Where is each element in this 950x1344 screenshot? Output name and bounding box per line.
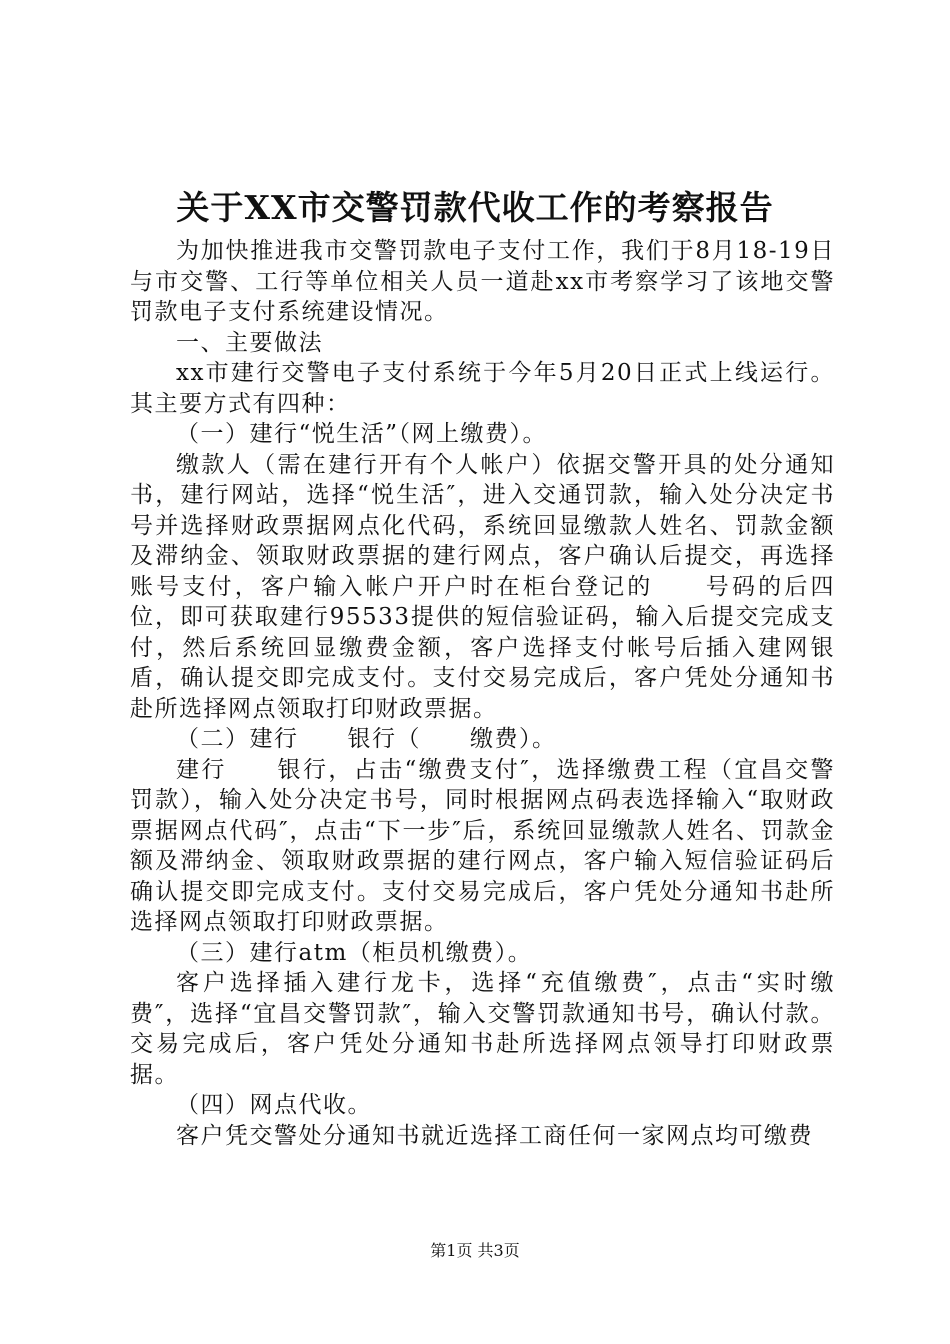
paragraph-intro: 为加快推进我市交警罚款电子支付工作，我们于8月18-19日与市交警、工行等单位相关人员一道赴xx市考察学习了该地交警罚款电子支付系统建设情况。	[130, 238, 835, 325]
subsection-heading-1: （一）建行“悦生活”（网上缴费）。	[176, 421, 548, 447]
document-title: 关于XX市交警罚款代收工作的考察报告	[176, 188, 774, 227]
paragraph-overview: xx市建行交警电子支付系统于今年5月20日正式上线运行。其主要方式有四种：	[130, 360, 835, 417]
subsection-heading-3: （三）建行atm（柜员机缴费）。	[176, 939, 533, 966]
subsection-heading-4: （四）网点代收。	[176, 1092, 372, 1118]
section-heading-main-practices: 一、主要做法	[176, 329, 323, 356]
paragraph-method-2: 建行 银行，占击“缴费支付″，选择缴费工程（宜昌交警罚款），输入处分决定书号，同时根据网点码表选择输入“取财政票据网点代码″，点击“下一步″后，系统回显缴款人姓名、罚款金额及滞纳金、领取财政票据的建行网点，客户输入短信验证码后确认提交即完成支付。支付交易完成后，客户凭处分通知书赴所选择网点领取打印财政票据。	[130, 756, 835, 935]
paragraph-method-4: 客户凭交警处分通知书就近选择工商任何一家网点均可缴费	[176, 1122, 813, 1149]
paragraph-method-3: 客户选择插入建行龙卡，选择“充值缴费″，点击“实时缴费″，选择“宜昌交警罚款″，输入交警罚款通知书号，确认付款。交易完成后，客户凭处分通知书赴所选择网点领导打印财政票据。	[130, 970, 835, 1088]
subsection-heading-2: （二）建行 银行（ 缴费）。	[176, 726, 557, 752]
document-body	[130, 236, 835, 1151]
paragraph-method-1: 缴款人（需在建行开有个人帐户）依据交警开具的处分通知书，建行网站，选择“悦生活″，进入交通罚款，输入处分决定书号并选择财政票据网点化代码，系统回显缴款人姓名、罚款金额及滞纳金、领取财政票据的建行网点，客户确认后提交，再选择账号支付，客户输入帐户开户时在柜台登记的 号码的后四位，即可获取建行95533提供的短信验证码，输入后提交完成支付，然后系统回显缴费金额，客户选择支付帐号后插入建网银盾，确认提交即完成支付。支付交易完成后，客户凭处分通知书赴所选择网点领取打印财政票据。	[130, 451, 835, 722]
page-number-footer: 第1页 共3页	[430, 1241, 520, 1260]
